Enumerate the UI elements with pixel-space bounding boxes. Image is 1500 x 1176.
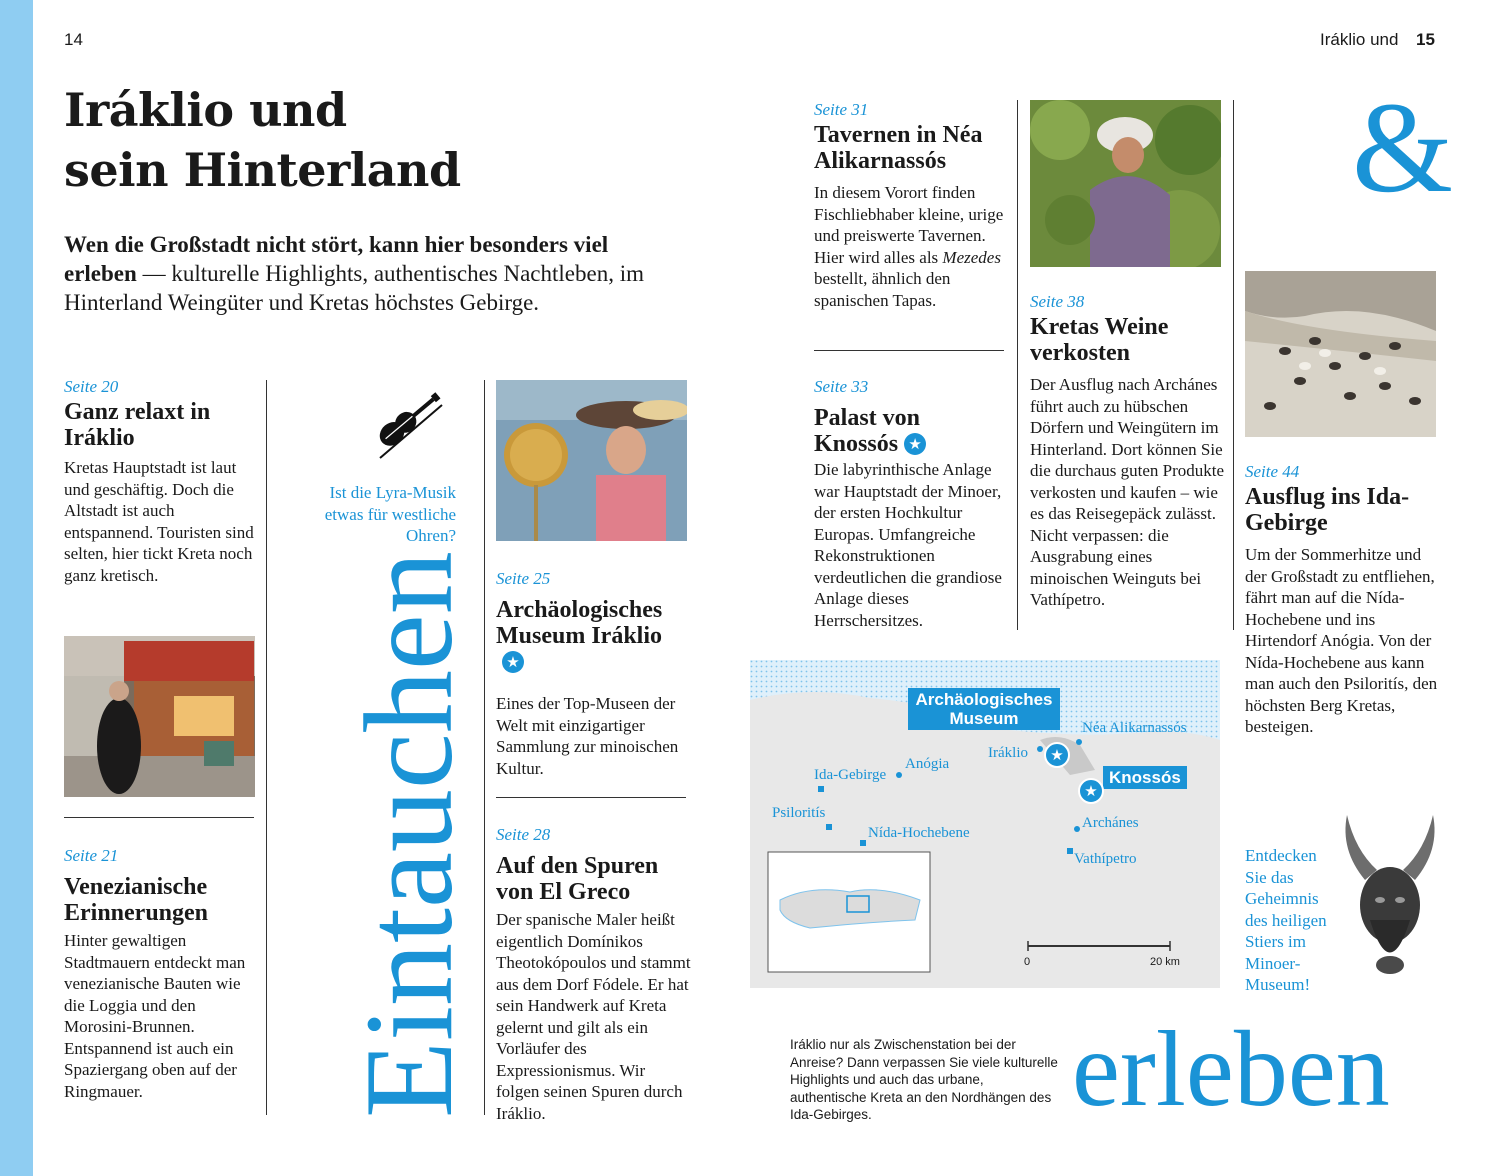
section-page-ref: Seite 38 (1030, 292, 1085, 311)
section-text: Der Ausflug nach Archánes führt auch zu hübschen Dörfern und Weingütern im Hinterland. Dort können Sie die durchaus guten Produkte verkosten und kaufen – wie es das Reisegepäck zulässt. Nicht verpassen: die Ausgrabung eines minoischen Weinguts bei Vathípetro. (1030, 375, 1225, 609)
intro-bold: Wen die Großstadt nicht stört, kann hier besonders viel erleben (64, 232, 609, 286)
divider (814, 350, 1004, 351)
photo-museum-image (496, 380, 687, 541)
page-title-line2: sein Hinterland (64, 143, 461, 197)
section-page-ref: Seite 25 (496, 569, 551, 588)
map-marker (1067, 848, 1073, 854)
section-seite-44 (1245, 462, 1440, 738)
column-rule (484, 380, 485, 1115)
section-seite-31 (814, 100, 1009, 311)
map-marker (1037, 746, 1043, 752)
section-text-a: In diesem Vorort finden Fischliebhaber kleine, urige und preiswerte Tavernen. Hier wird alles als (814, 183, 1004, 267)
map-marker (860, 840, 866, 846)
bull-head-svg (1335, 810, 1445, 985)
section-seite-20 (64, 377, 259, 586)
section-page-ref: Seite 33 (814, 377, 869, 396)
column-rule (1017, 100, 1018, 630)
map-marker (896, 772, 902, 778)
section-text-em: Mezedes (942, 247, 1001, 267)
photo-goats-mountain (1245, 271, 1436, 437)
map-label-nida: Nída-Hochebene (868, 825, 970, 841)
section-heading: Ausflug ins Ida-Gebirge (1245, 484, 1410, 536)
photo-grape-harvest (1030, 100, 1221, 267)
lyra-question: Ist die Lyra-Musik etwas für westliche Ohren? (324, 483, 456, 545)
map-marker (1076, 739, 1082, 745)
erleben-word: erleben (1072, 1010, 1390, 1129)
section-seite-25 (496, 569, 686, 779)
map-caption: Iráklio nur als Zwischenstation bei der Anreise? Dann verpassen Sie viele kulturelle Highlights und auch das urbane, authentische Kreta an den Nordhängen des Ida-Gebirges. (790, 1037, 1058, 1122)
map-label-anogia: Anógia (905, 756, 950, 772)
violin-icon (360, 383, 450, 463)
section-seite-28 (496, 825, 691, 1124)
section-heading-text: Archäologisches Museum Iráklio (496, 597, 663, 649)
intro-rest: — kulturelle Highlights, authentisches Nachtleben, im Hinterland Weingüter und Kretas höchstes Gebirge. (64, 261, 644, 315)
photo-priest-street-image (64, 636, 255, 797)
ampersand: & (1352, 76, 1454, 220)
star-icon: ★ (1078, 778, 1104, 804)
column-rule (266, 380, 267, 1115)
star-icon: ★ (502, 651, 524, 673)
star-icon: ★ (904, 433, 926, 455)
section-text (814, 182, 1009, 311)
area-map (750, 660, 1220, 988)
map-label-knossos: Knossós (1103, 766, 1187, 789)
section-heading: Auf den Spuren von El Greco (496, 853, 659, 905)
section-page-ref: Seite 31 (814, 100, 869, 119)
section-text: Um der Sommerhitze und der Großstadt zu entfliehen, fährt man auf die Nída-Hochebene und ins Hirtendorf Anógia. Von der Nída-Hochebene aus kann man auch den Psiloritís, den höchsten Berg Kretas, besteigen. (1245, 545, 1438, 736)
map-label-museum: Archäologisches Museum (908, 688, 1060, 730)
right-page-number: 15 (1416, 30, 1435, 49)
section-page-ref: Seite 21 (64, 846, 119, 865)
photo-priest-street (64, 636, 255, 797)
scale-km: 20 km (1150, 956, 1180, 968)
photo-grape-harvest-image (1030, 100, 1221, 267)
map-label-psiloritis: Psiloritís (772, 805, 826, 821)
section-heading: Ganz relaxt in Iráklio (64, 399, 211, 451)
map-label-ida: Ida-Gebirge (814, 767, 887, 783)
column-rule (1233, 100, 1234, 630)
map-label-vathipetro: Vathípetro (1074, 851, 1137, 867)
vertical-word: Eintauchen (340, 551, 479, 1118)
map-marker (1074, 826, 1080, 832)
section-heading (814, 405, 974, 457)
bull-head-rhyton-image (1335, 810, 1445, 985)
section-text-b: bestellt, ähnlich den spanischen Tapas. (814, 269, 951, 310)
section-text: Hinter gewaltigen Stadtmauern entdeckt man venezianische Bauten wie die Loggia und den Morosini-Brunnen. Entspannend ist auch ein Spaziergang oben auf der Ringmauer. (64, 931, 246, 1101)
map-marker (818, 786, 824, 792)
section-heading: Tavernen in Néa Alikarnassós (814, 122, 983, 174)
section-text: Eines der Top-Museen der Welt mit einzigartiger Sammlung zur minoischen Kultur. (496, 694, 679, 778)
section-seite-21 (64, 846, 264, 1102)
section-heading-text: Palast von Knossós (814, 405, 921, 457)
bull-text: Entdecken Sie das Geheimnis des heiligen Stiers im Minoer-Museum! (1245, 846, 1327, 994)
map-label-archanes: Archánes (1082, 815, 1139, 831)
photo-goats-image (1245, 271, 1436, 437)
section-text: Die labyrinthische Anlage war Hauptstadt der Minoer, der ersten Hochkultur Europas. Umfangreiche Rekonstruktionen verdeutlichen die grandiose Anlage dieses Herrschersitzes. (814, 460, 1002, 630)
map-marker (826, 824, 832, 830)
running-title: Iráklio und (1320, 30, 1399, 49)
section-heading: Venezianische Erinnerungen (64, 874, 209, 926)
section-heading (496, 597, 671, 675)
section-page-ref: Seite 28 (496, 825, 551, 844)
section-text: Kretas Hauptstadt ist laut und geschäftig. Doch die Altstadt ist auch entspannend. Touristen sind selten, hier tickt Kreta noch ganz kretisch. (64, 458, 254, 585)
map-label-iraklio: Iráklio (988, 745, 1028, 761)
page-title (64, 80, 764, 200)
section-seite-38 (1030, 292, 1225, 611)
page-title-line1: Iráklio und (64, 83, 347, 137)
photo-phaistos-disc-visitors (496, 380, 687, 541)
section-seite-33 (814, 377, 1009, 631)
divider (496, 797, 686, 798)
page-edge-strip (0, 0, 33, 1176)
section-page-ref: Seite 20 (64, 377, 119, 396)
intro-paragraph (64, 230, 684, 317)
section-text: Der spanische Maler heißt eigentlich Domínikos Theotokópoulos und stammt aus dem Dorf Fódele. Er hat sein Handwerk auf Kreta gelernt und gilt als ein Vorläufer des Expressionismus. Wir folgen seinen Spuren durch Iráklio. (496, 910, 691, 1123)
section-heading: Kretas Weine verkosten (1030, 314, 1169, 366)
violin-icon-svg (360, 383, 450, 463)
scale-zero: 0 (1024, 956, 1031, 968)
star-icon: ★ (1044, 742, 1070, 768)
left-page-number: 14 (64, 30, 83, 49)
map-label-nea: Néa Alikarnassós (1082, 720, 1187, 736)
section-page-ref: Seite 44 (1245, 462, 1300, 481)
divider (64, 817, 254, 818)
